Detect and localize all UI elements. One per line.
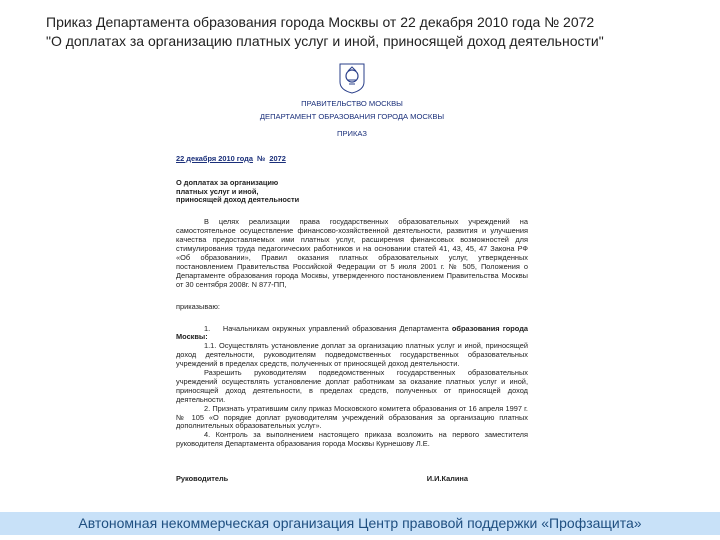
document-type: ПРИКАЗ: [337, 128, 367, 138]
item-1-text: Начальникам окружных управлений образования Департамента: [222, 323, 449, 333]
signer-name: И.И.Калина: [426, 474, 468, 484]
signature-block: [176, 475, 528, 484]
moscow-emblem-icon: [338, 62, 366, 94]
order-word: приказываю:: [176, 301, 220, 311]
number-label: №: [257, 153, 266, 163]
footer-banner: Автономная некоммерческая организация Центр правовой поддержки «Профзащита»: [0, 512, 720, 535]
department-name: ДЕПАРТАМЕНТ ОБРАЗОВАНИЯ ГОРОДА МОСКВЫ: [259, 111, 445, 121]
signer-title: Руководитель: [176, 474, 229, 484]
item-1: [176, 325, 528, 343]
item-1-1: 1.1. Осуществлять установление доплат за организацию платных услуг и иной, приносящей доход деятельности, руководителям подведомственных государственных образовательных учреждений в пределах средств, полученных от приносящей доход деятельности.: [176, 341, 528, 369]
item-1-bold: образования города Москвы:: [176, 323, 528, 342]
item-1-2: Разрешить руководителям подведомственных государственных образовательных учреждений осуществлять установление доплат работникам за оказание платных услуг и иной, приносящей доход деятельности, в пределах средств, полученных от приносящей доход деятельности.: [176, 368, 528, 404]
document-date-number: [176, 155, 528, 164]
document-number: 2072: [269, 153, 286, 163]
item-4: 4. Контроль за выполнением настоящего приказа возложить на первого заместителя руководителя Департамента образования города Москвы Курнешову Л.Е.: [176, 430, 528, 449]
slide-title: [46, 13, 706, 51]
preamble: В целях реализации права государственных образовательных учреждений на самостоятельное осуществление финансово-хозяйственной деятельности, развития и улучшения качества предоставляемых ими платных услуг, расширения финансовых возможностей для стимулирования труда педагогических работников и на основании статей 41, 43, 45, 47 Закона РФ «Об образовании», Правил оказания платных образовательных услуг, утвержденных постановлением Правительства Российской Федерации от 5 июля 2001 г. № 505, Положения о Департаменте образования города Москвы, утвержденного постановлением Правительства Москвы от 30 сентября 2008г. N 877-ПП,: [176, 217, 528, 289]
org-name: ПРАВИТЕЛЬСТВО МОСКВЫ: [301, 99, 403, 108]
slide-title-line1: Приказ Департамента образования города Москвы от 22 декабря 2010 года № 2072: [46, 14, 595, 30]
slide-title-line2: "О доплатах за организацию платных услуг и иной, приносящей доход деятельности": [46, 33, 604, 49]
document-scan: [176, 62, 528, 484]
document-subject: О доплатах за организацию платных услуг и иной, приносящей доход деятельности: [176, 177, 300, 205]
item-1-number: 1.: [204, 323, 211, 333]
item-2: 2. Признать утратившим силу приказ Московского комитета образования от 16 апреля 1997 г. № 105 «О порядке доплат руководителям учреждений образования за организацию платных дополнительных образовательных услуг».: [176, 403, 528, 431]
document-date: 22 декабря 2010 года: [176, 153, 253, 163]
